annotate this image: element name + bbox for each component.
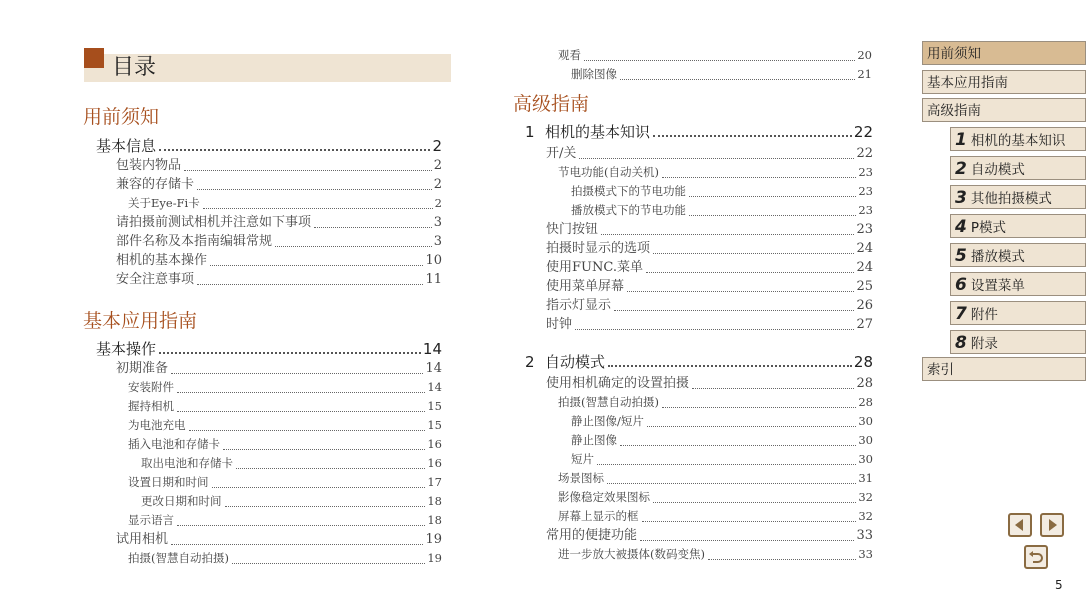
- toc-entry-label: 拍摄模式下的节电功能: [571, 184, 686, 198]
- toc-entry-page: 31: [858, 471, 873, 485]
- sidebar-chapter-8[interactable]: [950, 330, 1086, 354]
- toc-entry-page: 27: [856, 317, 873, 332]
- toc-entry[interactable]: [96, 251, 442, 270]
- dot-leader: [620, 445, 856, 446]
- next-page-button[interactable]: [1040, 513, 1064, 537]
- dot-leader: [608, 365, 852, 367]
- toc-entry-page: 19: [425, 532, 442, 547]
- dot-leader: [607, 483, 856, 484]
- sidebar-chapter-number: 7: [955, 304, 967, 324]
- toc-entry[interactable]: [546, 488, 873, 507]
- toc-entry-page: 19: [427, 551, 442, 565]
- dot-leader: [653, 135, 852, 137]
- toc-entry-page: 18: [427, 494, 442, 508]
- toc-entry-page: 14: [425, 361, 442, 376]
- dot-leader: [662, 407, 856, 408]
- dot-leader: [662, 177, 856, 178]
- toc-list-continued: [558, 46, 872, 84]
- chapter-page: 28: [853, 353, 873, 371]
- toc-entry[interactable]: [546, 277, 873, 296]
- toc-entry-page: 16: [427, 456, 442, 470]
- sidebar-item-basic-guide[interactable]: 基本应用指南: [922, 70, 1086, 94]
- page-number: 5: [1055, 578, 1063, 592]
- section-heading-basic-guide: 基本应用指南: [83, 310, 198, 332]
- toc-entry-label: 使用FUNC.菜单: [546, 260, 643, 275]
- toc-entry-page: 2: [433, 177, 442, 192]
- sidebar-chapter-number: 5: [955, 246, 967, 266]
- toc-entry[interactable]: [96, 397, 442, 416]
- dot-leader: [646, 272, 854, 273]
- toc-entry-page: 15: [427, 399, 442, 413]
- toc-entry[interactable]: [96, 454, 442, 473]
- toc-entry-label: 指示灯显示: [546, 298, 612, 313]
- dot-leader: [314, 227, 432, 228]
- toc-entry-label: 握持相机: [128, 399, 174, 413]
- toc-entry-page: 10: [425, 253, 442, 268]
- toc-entry[interactable]: [558, 46, 872, 65]
- toc-entry[interactable]: [558, 65, 872, 84]
- toc-entry-label: 请拍摄前测试相机并注意如下事项: [116, 215, 312, 230]
- toc-entry-page: 28: [856, 376, 873, 391]
- toc-entry[interactable]: [96, 492, 442, 511]
- dot-leader: [225, 506, 426, 507]
- toc-entry-label: 兼容的存储卡: [116, 177, 195, 192]
- sidebar-chapter-label: 其他拍摄模式: [970, 191, 1052, 207]
- dot-leader: [171, 544, 423, 545]
- toc-entry-label: 插入电池和存储卡: [128, 437, 220, 451]
- toc-entry[interactable]: [96, 378, 442, 397]
- toc-entry[interactable]: [546, 412, 873, 431]
- toc-entry-page: 15: [427, 418, 442, 432]
- toc-list-chapter-2: [546, 374, 873, 564]
- toc-entry[interactable]: [96, 416, 442, 435]
- sidebar-chapter-1[interactable]: [950, 127, 1086, 151]
- toc-entry-page: 14: [427, 380, 442, 394]
- sidebar-chapter-number: 1: [955, 130, 967, 150]
- dot-leader: [689, 215, 856, 216]
- toc-entry-label: 基本信息: [96, 137, 157, 155]
- toc-entry[interactable]: [96, 270, 442, 289]
- sidebar-chapter-2[interactable]: [950, 156, 1086, 180]
- toc-entry[interactable]: [96, 339, 442, 359]
- toc-entry-label: 播放模式下的节电功能: [571, 203, 686, 217]
- toc-entry[interactable]: [96, 194, 442, 213]
- toc-entry[interactable]: [96, 156, 442, 175]
- toc-entry[interactable]: [546, 374, 873, 393]
- toc-entry[interactable]: [96, 213, 442, 232]
- sidebar-chapter-7[interactable]: [950, 301, 1086, 325]
- sidebar-chapter-label: 自动模式: [970, 162, 1025, 178]
- toc-entry[interactable]: [96, 136, 442, 156]
- toc-entry-page: 25: [856, 279, 873, 294]
- sidebar-item-preface[interactable]: 用前须知: [922, 41, 1086, 65]
- dot-leader: [275, 246, 432, 247]
- sidebar-chapter-6[interactable]: [950, 272, 1086, 296]
- toc-entry-label: 常用的便捷功能: [546, 528, 638, 543]
- sidebar-chapter-4[interactable]: [950, 214, 1086, 238]
- dot-leader: [223, 449, 425, 450]
- toc-entry-label: 影像稳定效果图标: [558, 490, 650, 504]
- chapter-1-entry[interactable]: [525, 122, 873, 142]
- toc-entry-page: 32: [858, 490, 873, 504]
- toc-entry-label: 安装附件: [128, 380, 174, 394]
- dot-leader: [184, 170, 432, 171]
- dot-leader: [579, 158, 854, 159]
- toc-entry-page: 23: [858, 165, 873, 179]
- toc-entry-page: 11: [425, 272, 442, 287]
- toc-entry-page: 23: [858, 203, 873, 217]
- toc-entry-page: 28: [858, 395, 873, 409]
- sidebar-chapter-label: 相机的基本知识: [970, 133, 1066, 149]
- dot-leader: [647, 426, 856, 427]
- sidebar-chapter-number: 8: [955, 333, 967, 353]
- prev-page-button[interactable]: [1008, 513, 1032, 537]
- title-marker: [84, 48, 104, 68]
- dot-leader: [575, 329, 854, 330]
- toc-entry-page: 18: [427, 513, 442, 527]
- toc-entry-label: 开/关: [546, 146, 577, 161]
- toc-entry[interactable]: [546, 163, 873, 182]
- dot-leader: [601, 234, 854, 235]
- toc-entry-label: 取出电池和存储卡: [141, 456, 233, 470]
- toc-entry-label: 拍摄(智慧自动拍摄): [558, 395, 659, 409]
- toc-entry-label: 快门按钮: [546, 222, 599, 237]
- toc-entry[interactable]: [546, 526, 873, 545]
- sidebar-chapter-number: 6: [955, 275, 967, 295]
- toc-entry[interactable]: [96, 359, 442, 378]
- toc-entry-label: 为电池充电: [128, 418, 186, 432]
- dot-leader: [197, 284, 423, 285]
- dot-leader: [177, 392, 425, 393]
- return-icon: [1026, 547, 1046, 567]
- dot-leader: [708, 559, 856, 560]
- chapter-2-entry[interactable]: [525, 352, 873, 372]
- toc-entry-page: 33: [856, 528, 873, 543]
- sidebar-chapter-label: 设置菜单: [970, 278, 1025, 294]
- toc-entry-label: 更改日期和时间: [141, 494, 222, 508]
- toc-entry[interactable]: [546, 469, 873, 488]
- dot-leader: [159, 149, 430, 151]
- chapter-page: 22: [853, 123, 873, 141]
- toc-entry-label: 使用相机确定的设置拍摄: [546, 376, 690, 391]
- toc-entry-label: 初期准备: [116, 361, 169, 376]
- toc-entry[interactable]: [546, 144, 873, 163]
- toc-entry-page: 23: [858, 184, 873, 198]
- toc-entry[interactable]: [96, 232, 442, 251]
- toc-entry-label: 部件名称及本指南编辑常规: [116, 234, 273, 249]
- toc-entry-page: 30: [858, 414, 873, 428]
- sidebar-chapter-label: 附件: [970, 307, 998, 323]
- toc-entry[interactable]: [96, 530, 442, 549]
- toc-entry[interactable]: [96, 175, 442, 194]
- toc-entry-page: 24: [856, 241, 873, 256]
- chapter-number: 1: [525, 123, 535, 141]
- toc-list-chapter-1: [546, 144, 873, 334]
- toc-entry[interactable]: [546, 545, 873, 564]
- toc-entry-label: 节电功能(自动关机): [558, 165, 659, 179]
- sidebar-chapter-5[interactable]: [950, 243, 1086, 267]
- sidebar-item-advanced-guide[interactable]: 高级指南: [922, 98, 1086, 122]
- toc-entry-page: 17: [427, 475, 442, 489]
- toc-entry-label: 拍摄时显示的选项: [546, 241, 651, 256]
- toc-entry-label: 屏幕上显示的框: [558, 509, 639, 523]
- dot-leader: [689, 196, 856, 197]
- toc-entry-label: 设置日期和时间: [128, 475, 209, 489]
- dot-leader: [642, 521, 857, 522]
- dot-leader: [177, 411, 425, 412]
- dot-leader: [653, 502, 856, 503]
- toc-entry-page: 2: [433, 158, 442, 173]
- toc-entry[interactable]: [96, 435, 442, 454]
- toc-entry[interactable]: [546, 239, 873, 258]
- toc-entry[interactable]: [96, 473, 442, 492]
- toc-entry-page: 23: [856, 222, 873, 237]
- toc-entry-page: 32: [858, 509, 873, 523]
- dot-leader: [189, 430, 426, 431]
- toc-entry-label: 使用菜单屏幕: [546, 279, 625, 294]
- dot-leader: [159, 352, 421, 354]
- triangle-right-icon: [1042, 515, 1062, 535]
- triangle-left-icon: [1010, 515, 1030, 535]
- toc-entry-page: 3: [433, 234, 442, 249]
- toc-entry-label: 试用相机: [116, 532, 169, 547]
- toc-entry[interactable]: [546, 431, 873, 450]
- dot-leader: [640, 540, 854, 541]
- toc-entry-page: 14: [422, 340, 442, 358]
- toc-entry-page: 2: [434, 196, 442, 210]
- toc-entry-page: 30: [858, 452, 873, 466]
- section-heading-advanced: 高级指南: [513, 93, 590, 115]
- toc-entry[interactable]: [546, 220, 873, 239]
- dot-leader: [597, 464, 856, 465]
- sidebar-chapter-number: 2: [955, 159, 967, 179]
- dot-leader: [653, 253, 854, 254]
- toc-entry[interactable]: [546, 258, 873, 277]
- toc-entry[interactable]: [546, 315, 873, 334]
- toc-entry-label: 静止图像: [571, 433, 617, 447]
- page-title: 目录: [112, 55, 157, 80]
- toc-entry-page: 3: [433, 215, 442, 230]
- dot-leader: [692, 388, 854, 389]
- section-heading-basics: 用前须知: [83, 106, 160, 128]
- toc-entry-label: 观看: [558, 48, 581, 62]
- toc-entry-label: 进一步放大被摄体(数码变焦): [558, 547, 705, 561]
- toc-entry-page: 26: [856, 298, 873, 313]
- dot-leader: [171, 373, 423, 374]
- toc-entry-label: 基本操作: [96, 340, 157, 358]
- toc-entry-page: 22: [856, 146, 873, 161]
- toc-entry-page: 2: [432, 137, 442, 155]
- sidebar-chapter-label: 附录: [970, 336, 998, 352]
- toc-entry[interactable]: [96, 511, 442, 530]
- sidebar-chapter-3[interactable]: [950, 185, 1086, 209]
- toc-entry[interactable]: [546, 507, 873, 526]
- toc-entry-page: 21: [857, 67, 872, 81]
- toc-entry-page: 30: [858, 433, 873, 447]
- sidebar-chapter-number: 4: [955, 217, 967, 237]
- toc-entry-label: 删除图像: [571, 67, 617, 81]
- dot-leader: [236, 468, 425, 469]
- dot-leader: [203, 208, 433, 209]
- return-button[interactable]: [1024, 545, 1048, 569]
- toc-list-basic-guide: [96, 339, 442, 568]
- toc-entry-label: 安全注意事项: [116, 272, 195, 287]
- toc-entry-label: 时钟: [546, 317, 573, 332]
- sidebar-chapter-label: 播放模式: [970, 249, 1025, 265]
- toc-entry[interactable]: [546, 201, 873, 220]
- dot-leader: [212, 487, 426, 488]
- dot-leader: [177, 525, 425, 526]
- dot-leader: [620, 79, 855, 80]
- toc-entry-label: 场景图标: [558, 471, 604, 485]
- toc-entry[interactable]: [546, 450, 873, 469]
- sidebar-chapter-label: P模式: [970, 220, 1006, 236]
- chapter-number: 2: [525, 353, 535, 371]
- toc-entry-page: 33: [858, 547, 873, 561]
- dot-leader: [627, 291, 854, 292]
- toc-entry-page: 20: [857, 48, 872, 62]
- sidebar-chapter-number: 3: [955, 188, 967, 208]
- chapter-label: 自动模式: [545, 353, 606, 371]
- toc-entry-label: 短片: [571, 452, 594, 466]
- toc-entry-label: 静止图像/短片: [571, 414, 644, 428]
- toc-entry-label: 拍摄(智慧自动拍摄): [128, 551, 229, 565]
- dot-leader: [197, 189, 432, 190]
- toc-entry-label: 关于Eye-Fi卡: [128, 196, 200, 210]
- toc-entry-page: 16: [427, 437, 442, 451]
- toc-entry[interactable]: [96, 549, 442, 568]
- toc-list-basics: [96, 136, 442, 289]
- chapter-label: 相机的基本知识: [545, 123, 651, 141]
- toc-entry-page: 24: [856, 260, 873, 275]
- dot-leader: [232, 563, 425, 564]
- toc-entry[interactable]: [546, 182, 873, 201]
- sidebar-item-index[interactable]: 索引: [922, 357, 1086, 381]
- toc-entry-label: 包装内物品: [116, 158, 182, 173]
- dot-leader: [584, 60, 855, 61]
- dot-leader: [614, 310, 854, 311]
- dot-leader: [210, 265, 423, 266]
- toc-entry[interactable]: [546, 393, 873, 412]
- toc-entry-label: 相机的基本操作: [116, 253, 208, 268]
- toc-entry-label: 显示语言: [128, 513, 174, 527]
- toc-entry[interactable]: [546, 296, 873, 315]
